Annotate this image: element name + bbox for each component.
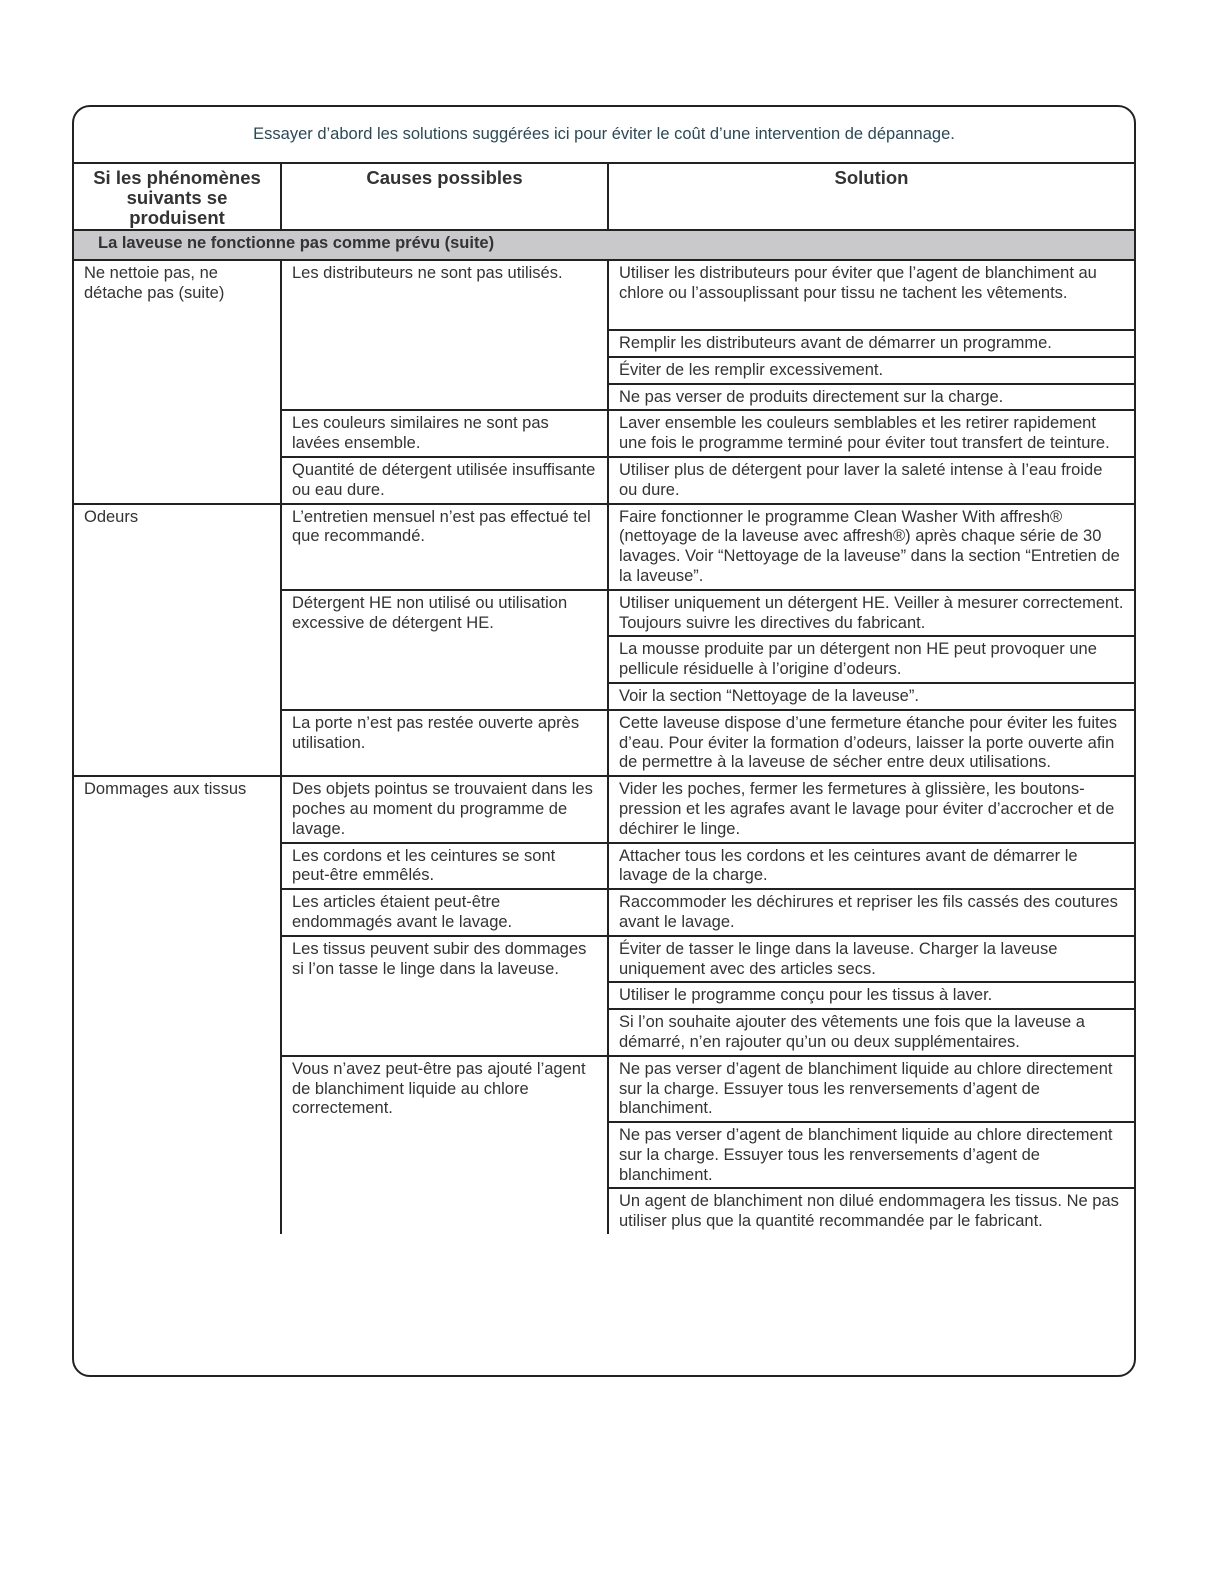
section-row <box>74 230 1134 260</box>
solution-cell: Utiliser le programme conçu pour les tissus à laver. <box>608 982 1134 1009</box>
intro-text: Essayer d’abord les solutions suggérées ici pour éviter le coût d’une intervention de dépannage. <box>74 107 1134 164</box>
cause-cell: La porte n’est pas restée ouverte après utilisation. <box>281 710 608 776</box>
solution-cell: Utiliser uniquement un détergent HE. Veiller à mesurer correctement. Toujours suivre les directives du fabricant. <box>608 590 1134 637</box>
header-symptom: Si les phénomènes suivants se produisent <box>74 164 281 230</box>
solution-cell: Éviter de les remplir excessivement. <box>608 357 1134 384</box>
symptom-cell: Dommages aux tissus <box>74 776 281 1234</box>
solution-cell: Un agent de blanchiment non dilué endommagera les tissus. Ne pas utiliser plus que la quantité recommandée par le fabricant. <box>619 1192 1119 1231</box>
cause-cell: Détergent HE non utilisé ou utilisation excessive de détergent HE. <box>281 590 608 710</box>
cause-cell: Des objets pointus se trouvaient dans les poches au moment du programme de lavage. <box>281 776 608 842</box>
table-row <box>74 504 1134 590</box>
cause-cell: Les cordons et les ceintures se sont peut-être emmêlés. <box>281 843 608 890</box>
solution-cell: Ne pas verser d’agent de blanchiment liquide au chlore directement sur la charge. Essuyer tous les renversements d’agent de blanchiment. <box>608 1056 1134 1122</box>
symptom-cell: Odeurs <box>74 504 281 777</box>
cause-cell: Quantité de détergent utilisée insuffisante ou eau dure. <box>281 457 608 504</box>
cause-cell: Les articles étaient peut-être endommagés avant le lavage. <box>281 889 608 936</box>
section-title: La laveuse ne fonctionne pas comme prévu (suite) <box>74 230 1134 260</box>
solution-cell: Ne pas verser d’agent de blanchiment liquide au chlore directement sur la charge. Essuyer tous les renversements d’agent de blanchiment. <box>608 1122 1134 1188</box>
solution-cell: Ne pas verser de produits directement sur la charge. <box>608 384 1134 411</box>
troubleshooting-table <box>74 164 1134 1234</box>
header-row <box>74 164 1134 230</box>
cause-cell: L’entretien mensuel n’est pas effectué tel que recommandé. <box>281 504 608 590</box>
table-row <box>74 260 1134 330</box>
solution-cell: Si l’on souhaite ajouter des vêtements une fois que la laveuse a démarré, n’en rajouter qu’un ou deux supplémentaires. <box>608 1009 1134 1056</box>
solution-cell: Éviter de tasser le linge dans la laveuse. Charger la laveuse uniquement avec des articles secs. <box>608 936 1134 983</box>
solution-cell: Vider les poches, fermer les fermetures à glissière, les boutons-pression et les agrafes avant le lavage pour éviter d’accrocher et de déchirer le linge. <box>608 776 1134 842</box>
solution-cell: Utiliser les distributeurs pour éviter que l’agent de blanchiment au chlore ou l’assouplissant pour tissu ne tachent les vêtements. <box>608 260 1134 330</box>
solution-cell: La mousse produite par un détergent non HE peut provoquer une pellicule résiduelle à l’origine d’odeurs. <box>608 636 1134 683</box>
cause-cell: Vous n’avez peut-être pas ajouté l’agent de blanchiment liquide au chlore correctement. <box>281 1056 608 1234</box>
solution-cell: Raccommoder les déchirures et repriser les fils cassés des coutures avant le lavage. <box>608 889 1134 936</box>
cause-cell: Les tissus peuvent subir des dommages si l’on tasse le linge dans la laveuse. <box>281 936 608 1056</box>
solution-cell: Cette laveuse dispose d’une fermeture étanche pour éviter les fuites d’eau. Pour éviter la formation d’odeurs, laisser la porte ouverte afin de permettre à la laveuse de sécher entre deux utilisations. <box>608 710 1134 776</box>
solution-cell: Utiliser plus de détergent pour laver la saleté intense à l’eau froide ou dure. <box>608 457 1134 504</box>
symptom-cell: Ne nettoie pas, ne détache pas (suite) <box>74 260 281 504</box>
solution-cell: Faire fonctionner le programme Clean Washer With affresh® (nettoyage de la laveuse avec affresh®) après chaque série de 30 lavages. Voir “Nettoyage de la laveuse” dans la section “Entretien de la laveuse”. <box>608 504 1134 590</box>
header-solution: Solution <box>608 164 1134 230</box>
cause-cell: Les couleurs similaires ne sont pas lavées ensemble. <box>281 410 608 457</box>
table-row <box>74 776 1134 842</box>
solution-cell: Laver ensemble les couleurs semblables et les retirer rapidement une fois le programme terminé pour éviter tout transfert de teinture. <box>608 410 1134 457</box>
header-cause: Causes possibles <box>281 164 608 230</box>
cause-cell: Les distributeurs ne sont pas utilisés. <box>281 260 608 410</box>
solution-cell: Voir la section “Nettoyage de la laveuse”. <box>608 683 1134 710</box>
solution-cell: Attacher tous les cordons et les ceintures avant de démarrer le lavage de la charge. <box>608 843 1134 890</box>
solution-cell: Remplir les distributeurs avant de démarrer un programme. <box>608 330 1134 357</box>
troubleshooting-table-frame <box>72 105 1136 1377</box>
